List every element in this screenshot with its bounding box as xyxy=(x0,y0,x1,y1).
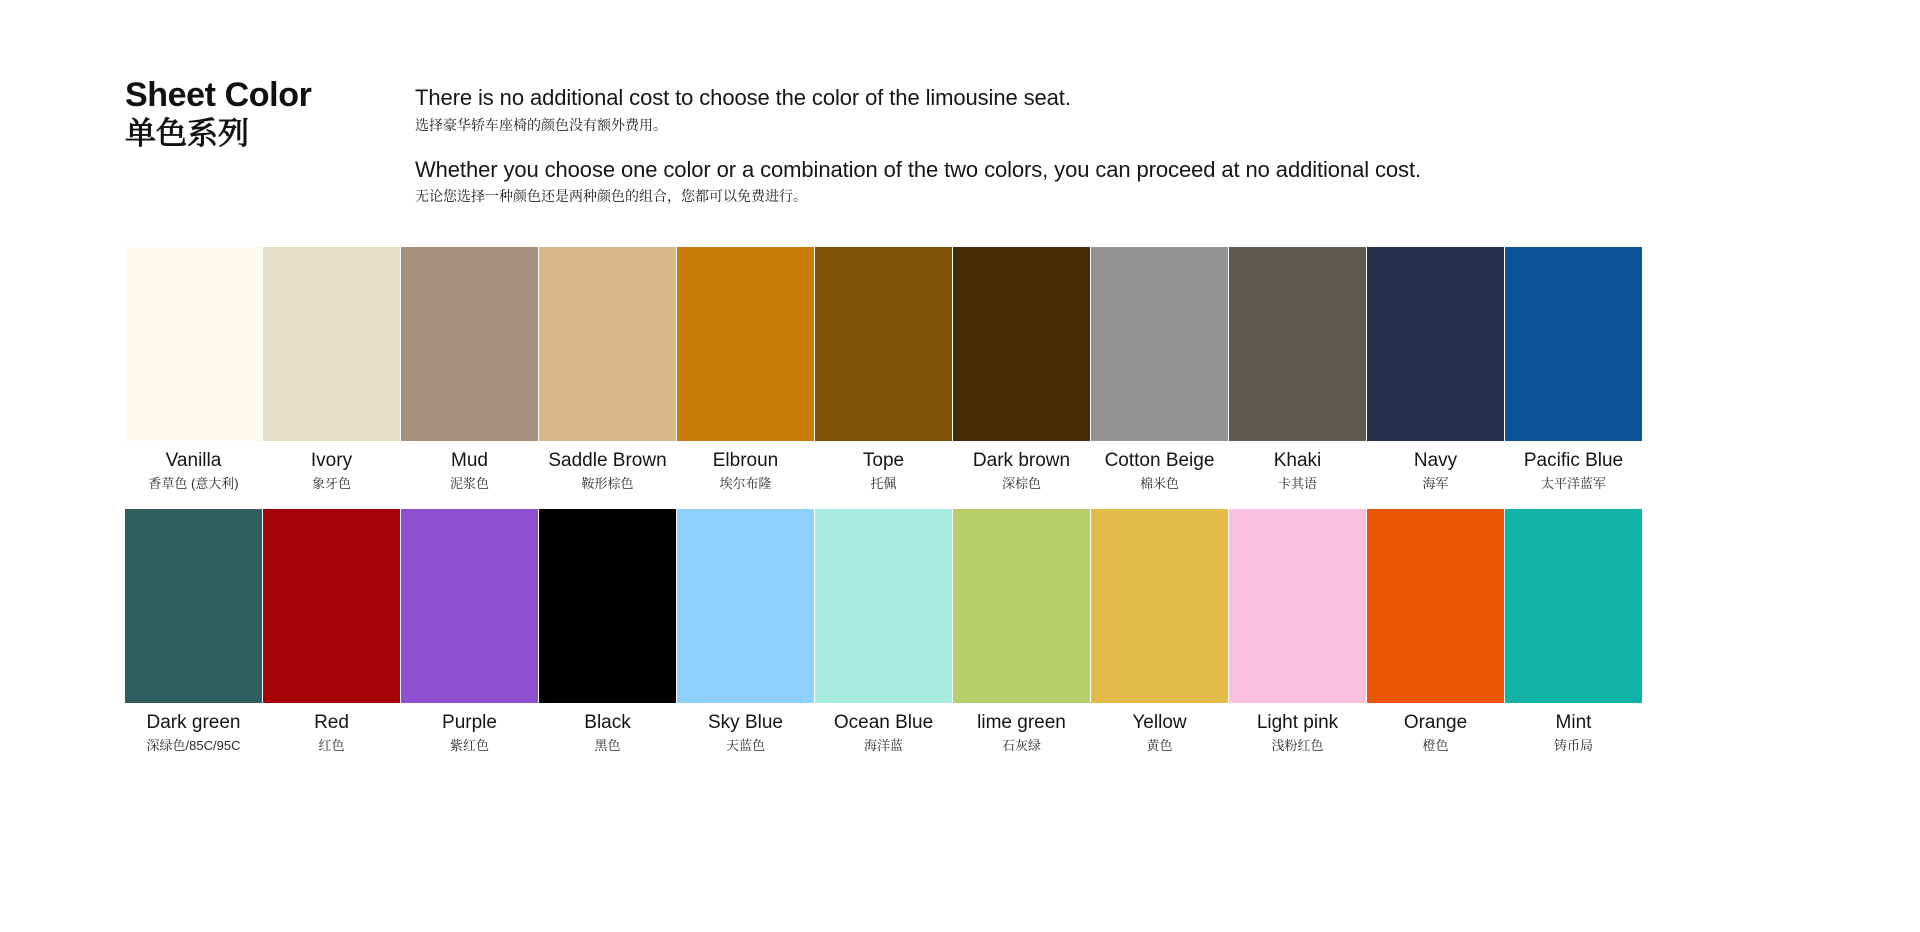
swatch-item[interactable] xyxy=(677,247,814,491)
swatch-item[interactable] xyxy=(1505,247,1642,491)
swatch-label-en: Khaki xyxy=(1273,450,1322,472)
color-chip xyxy=(1091,247,1228,441)
intro-paragraph-1-en: There is no additional cost to choose the color of the limousine seat. xyxy=(415,85,1071,110)
swatch-label-cn: 卡其语 xyxy=(1277,476,1317,492)
swatch-item[interactable] xyxy=(263,247,400,491)
swatch-label-en: Purple xyxy=(442,711,497,733)
swatch-label-en: Red xyxy=(314,711,349,733)
swatch-label-en: Dark green xyxy=(146,711,241,733)
swatch-label-cn: 鞍形棕色 xyxy=(581,476,634,492)
swatch-label-en: Tope xyxy=(862,450,905,472)
color-chip xyxy=(263,247,400,441)
swatch-label-cn: 象牙色 xyxy=(311,476,351,492)
swatch-item[interactable] xyxy=(1091,247,1228,491)
swatch-label-en: lime green xyxy=(977,711,1066,733)
intro-paragraph-2-cn: 无论您选择一种颜色还是两种颜色的组合，您都可以免费进行。 xyxy=(415,188,807,205)
swatch-item[interactable] xyxy=(1229,509,1366,753)
color-chip xyxy=(1091,509,1228,703)
swatch-item[interactable] xyxy=(1367,247,1504,491)
page-header xyxy=(0,0,1920,205)
swatch-label-cn: 深绿色/85C/95C xyxy=(146,737,241,753)
color-chip xyxy=(401,247,538,441)
swatch-label-en: Navy xyxy=(1413,450,1458,472)
color-chip xyxy=(1229,509,1366,703)
swatch-item[interactable] xyxy=(677,509,814,753)
swatch-item[interactable] xyxy=(539,509,676,753)
swatch-label-cn: 深棕色 xyxy=(1001,476,1041,492)
swatch-label-cn: 海洋蓝 xyxy=(863,737,903,753)
color-chip xyxy=(1505,509,1642,703)
swatch-item[interactable] xyxy=(401,509,538,753)
swatch-item[interactable] xyxy=(815,247,952,491)
swatch-label-en: Orange xyxy=(1403,711,1468,733)
swatch-row-1 xyxy=(125,247,1920,491)
swatch-label-en: Mud xyxy=(451,450,488,472)
swatch-item[interactable] xyxy=(953,509,1090,753)
color-chip xyxy=(677,247,814,441)
intro-paragraph-1 xyxy=(415,84,1920,134)
color-chip xyxy=(539,247,676,441)
swatch-item[interactable] xyxy=(125,247,262,491)
swatch-item[interactable] xyxy=(1505,509,1642,753)
swatch-label-cn: 浅粉红色 xyxy=(1271,737,1324,753)
color-chip xyxy=(815,509,952,703)
intro-block xyxy=(415,78,1920,205)
swatch-item[interactable] xyxy=(263,509,400,753)
swatch-label-cn: 埃尔布隆 xyxy=(719,476,772,492)
swatch-label-en: Sky Blue xyxy=(708,711,783,733)
swatch-label-en: Saddle Brown xyxy=(548,450,667,472)
swatch-item[interactable] xyxy=(815,509,952,753)
swatch-item[interactable] xyxy=(401,247,538,491)
page-title-cn: 单色系列 xyxy=(125,115,249,151)
intro-paragraph-2 xyxy=(415,156,1920,206)
color-chip xyxy=(539,509,676,703)
color-chip xyxy=(125,247,262,441)
swatch-label-en: Pacific Blue xyxy=(1523,450,1624,472)
color-chip xyxy=(125,509,262,703)
swatch-label-en: Vanilla xyxy=(165,450,222,472)
swatch-label-cn: 泥浆色 xyxy=(449,476,489,492)
swatch-label-cn: 橙色 xyxy=(1422,737,1449,753)
swatch-item[interactable] xyxy=(1229,247,1366,491)
color-chip xyxy=(953,247,1090,441)
color-chip xyxy=(401,509,538,703)
color-chip xyxy=(677,509,814,703)
swatch-label-cn: 棉米色 xyxy=(1139,476,1179,492)
swatch-label-cn: 石灰绿 xyxy=(1001,737,1041,753)
color-chip xyxy=(1505,247,1642,441)
intro-paragraph-2-en: Whether you choose one color or a combination of the two colors, you can proceed at no additional cost. xyxy=(415,156,1421,182)
swatch-label-en: Mint xyxy=(1555,711,1592,733)
swatch-label-en: Ivory xyxy=(310,450,353,472)
swatch-item[interactable] xyxy=(539,247,676,491)
swatch-item[interactable] xyxy=(953,247,1090,491)
swatch-label-cn: 紫红色 xyxy=(449,737,489,753)
swatch-label-cn: 太平洋蓝军 xyxy=(1540,476,1606,492)
swatch-label-en: Ocean Blue xyxy=(833,711,934,733)
color-chip xyxy=(263,509,400,703)
swatch-label-cn: 红色 xyxy=(318,737,345,753)
color-chip xyxy=(1367,247,1504,441)
swatch-label-cn: 铸币局 xyxy=(1553,737,1593,753)
swatch-row-2 xyxy=(125,509,1920,753)
swatch-label-cn: 天蓝色 xyxy=(725,737,765,753)
swatch-label-cn: 托佩 xyxy=(870,476,897,492)
swatch-item[interactable] xyxy=(1091,509,1228,753)
swatch-label-cn: 黄色 xyxy=(1146,737,1173,753)
color-chip xyxy=(815,247,952,441)
color-chip xyxy=(1367,509,1504,703)
swatch-label-en: Black xyxy=(584,711,631,733)
title-block xyxy=(125,78,415,151)
swatch-label-en: Light pink xyxy=(1256,711,1339,733)
intro-paragraph-1-cn: 选择豪华轿车座椅的颜色没有额外费用。 xyxy=(415,116,667,133)
swatch-label-cn: 黑色 xyxy=(594,737,621,753)
swatch-label-cn: 香草色 (意大利) xyxy=(148,476,239,492)
color-chip xyxy=(1229,247,1366,441)
color-swatch-grid xyxy=(0,247,1920,753)
swatch-item[interactable] xyxy=(1367,509,1504,753)
swatch-label-cn: 海军 xyxy=(1422,476,1449,492)
page-title-en: Sheet Color xyxy=(125,76,312,114)
swatch-label-en: Cotton Beige xyxy=(1104,450,1215,472)
swatch-item[interactable] xyxy=(125,509,262,753)
swatch-label-en: Yellow xyxy=(1132,711,1187,733)
swatch-label-en: Elbroun xyxy=(712,450,779,472)
color-chip xyxy=(953,509,1090,703)
swatch-label-en: Dark brown xyxy=(972,450,1071,472)
